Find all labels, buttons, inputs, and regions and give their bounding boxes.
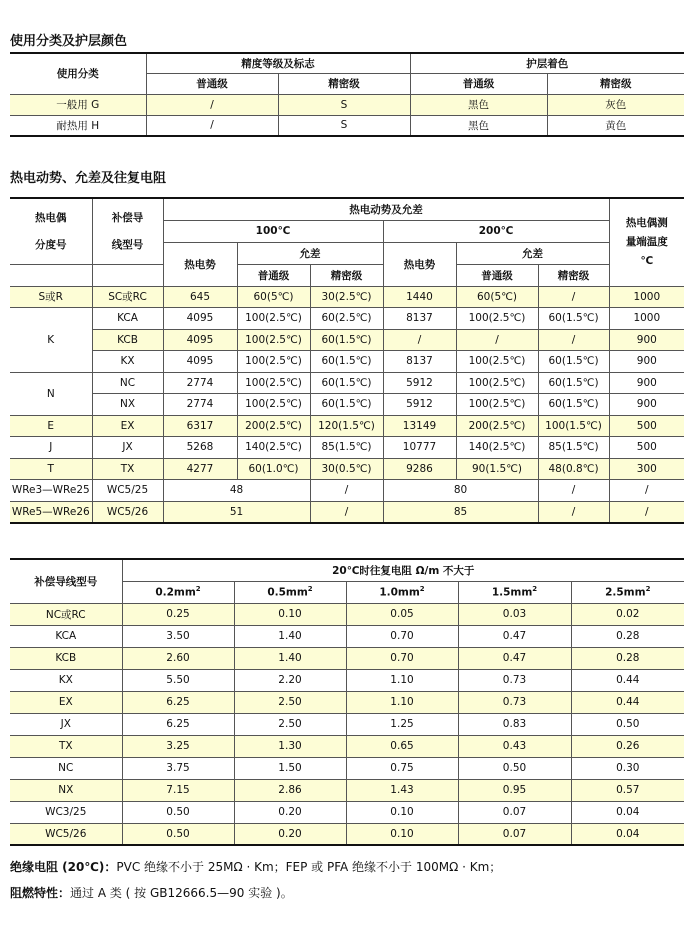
precise-100-cell: 60(1.5℃) <box>310 329 383 351</box>
header-thermo-type-cont <box>10 264 92 286</box>
resistance-cell: 7.15 <box>122 779 234 801</box>
resistance-cell: 2.86 <box>234 779 346 801</box>
resistance-cell: 0.43 <box>458 735 571 757</box>
table-row <box>10 625 684 647</box>
resistance-cell: 0.20 <box>234 801 346 823</box>
header-normal: 普通级 <box>456 264 538 286</box>
comp-type-cell: WC5/25 <box>92 480 163 502</box>
section-title-emf: 热电动势、允差及往复电阻 <box>10 171 167 186</box>
resistance-cell: 0.20 <box>234 823 346 845</box>
resistance-table <box>10 558 684 846</box>
resistance-cell: 1.40 <box>234 647 346 669</box>
table-row <box>10 115 684 136</box>
normal-200-cell: 60(5℃) <box>456 286 538 308</box>
emf-200-cell: 9286 <box>383 458 456 480</box>
measure-temp-cell: 900 <box>609 372 684 394</box>
normal-200-cell: 100(2.5℃) <box>456 394 538 416</box>
emf-200-cell: 5912 <box>383 372 456 394</box>
resistance-cell: 2.50 <box>234 713 346 735</box>
measure-temp-cell: / <box>609 501 684 523</box>
resistance-cell: 0.25 <box>122 603 234 625</box>
header-resistance: 20℃时往复电阻 Ω/m 不大于 <box>122 559 684 581</box>
resistance-cell: 0.83 <box>458 713 571 735</box>
resistance-cell: 0.02 <box>571 603 684 625</box>
resistance-cell: 5.50 <box>122 669 234 691</box>
emf-100-cell: 2774 <box>163 372 237 394</box>
table-row <box>10 647 684 669</box>
table-row <box>10 351 684 373</box>
emf-tolerance-table <box>10 197 684 524</box>
color-normal-cell: 黑色 <box>410 115 547 136</box>
thermo-type-cell: K <box>10 308 92 373</box>
comp-type-cell: NX <box>92 394 163 416</box>
resistance-cell: 0.73 <box>458 669 571 691</box>
header-size: $1.5mm^2$ <box>458 581 571 603</box>
thermo-type-cell: WRe5—WRe26 <box>10 501 92 523</box>
resistance-cell: 0.70 <box>346 647 458 669</box>
precise-100-cell: 60(1.5℃) <box>310 394 383 416</box>
emf-200-cell: 13149 <box>383 415 456 437</box>
table-row <box>10 735 684 757</box>
comp-type-cell: KX <box>10 669 122 691</box>
precise-200-cell: 60(1.5℃) <box>538 308 609 330</box>
comp-type-cell: KX <box>92 351 163 373</box>
header-precise: 精密级 <box>538 264 609 286</box>
resistance-cell: 0.50 <box>458 757 571 779</box>
resistance-cell: 6.25 <box>122 713 234 735</box>
table-row <box>10 394 684 416</box>
color-precise-cell: 黄色 <box>547 115 684 136</box>
precise-100-cell: 85(1.5℃) <box>310 437 383 459</box>
normal-200-cell: 100(2.5℃) <box>456 308 538 330</box>
precise-200-cell: / <box>538 480 609 502</box>
flame-note: 阻燃特性：通过 A 类 ( 按 GB12666.5—90 实验 )。 <box>10 886 293 900</box>
resistance-cell: 0.28 <box>571 625 684 647</box>
resistance-cell: 0.95 <box>458 779 571 801</box>
table-row <box>10 501 684 523</box>
precise-100-cell: / <box>310 501 383 523</box>
measure-temp-cell: 1000 <box>609 308 684 330</box>
thermo-type-cell: S或R <box>10 286 92 308</box>
emf-200-cell: 85 <box>383 501 538 523</box>
comp-type-cell: KCA <box>92 308 163 330</box>
section-title-usage: 使用分类及护层颜色 <box>10 34 128 49</box>
table-row <box>10 691 684 713</box>
resistance-cell: 0.70 <box>346 625 458 647</box>
comp-type-cell: KCA <box>10 625 122 647</box>
normal-100-cell: 100(2.5℃) <box>237 308 310 330</box>
category-cell: 耐热用 H <box>10 115 146 136</box>
measure-temp-cell: 900 <box>609 351 684 373</box>
resistance-cell: 0.10 <box>346 801 458 823</box>
comp-type-cell: JX <box>10 713 122 735</box>
comp-type-cell: WC5/26 <box>10 823 122 845</box>
precise-200-cell: / <box>538 286 609 308</box>
thermo-type-cell: T <box>10 458 92 480</box>
thermo-type-cell: N <box>10 372 92 415</box>
resistance-cell: 0.47 <box>458 625 571 647</box>
mark-precise-cell: S <box>278 94 410 115</box>
measure-temp-cell: 500 <box>609 415 684 437</box>
comp-type-cell: TX <box>92 458 163 480</box>
insulation-note: 绝缘电阻 (20℃)：PVC 绝缘不小于 25MΩ · Km；FEP 或 PFA 绝缘不小于 100MΩ · Km； <box>10 860 502 874</box>
normal-100-cell: 100(2.5℃) <box>237 351 310 373</box>
table-row <box>10 669 684 691</box>
normal-100-cell: 200(2.5℃) <box>237 415 310 437</box>
resistance-cell: 0.03 <box>458 603 571 625</box>
resistance-cell: 0.07 <box>458 823 571 845</box>
comp-type-cell: NC <box>10 757 122 779</box>
resistance-cell: 0.44 <box>571 669 684 691</box>
normal-200-cell: / <box>456 329 538 351</box>
header-sheath-color: 护层着色 <box>410 53 684 73</box>
emf-100-cell: 51 <box>163 501 310 523</box>
emf-100-cell: 2774 <box>163 394 237 416</box>
table-row <box>10 713 684 735</box>
comp-type-cell: KCB <box>92 329 163 351</box>
table-row <box>10 94 684 115</box>
resistance-cell: 0.04 <box>571 801 684 823</box>
header-thermo-type: 热电偶 分度号 <box>10 198 92 264</box>
resistance-cell: 1.10 <box>346 669 458 691</box>
comp-type-cell: NX <box>10 779 122 801</box>
precise-200-cell: / <box>538 501 609 523</box>
header-emf-tolerance: 热电动势及允差 <box>163 198 609 220</box>
resistance-cell: 1.40 <box>234 625 346 647</box>
header-tolerance: 允差 <box>456 242 609 264</box>
table-row <box>10 801 684 823</box>
resistance-cell: 1.25 <box>346 713 458 735</box>
emf-100-cell: 645 <box>163 286 237 308</box>
emf-100-cell: 48 <box>163 480 310 502</box>
measure-temp-cell: 900 <box>609 394 684 416</box>
resistance-cell: 2.20 <box>234 669 346 691</box>
emf-200-cell: 10777 <box>383 437 456 459</box>
header-tolerance: 允差 <box>237 242 383 264</box>
normal-100-cell: 60(5℃) <box>237 286 310 308</box>
header-emf: 热电势 <box>163 242 237 286</box>
normal-100-cell: 100(2.5℃) <box>237 394 310 416</box>
thermo-type-cell: E <box>10 415 92 437</box>
header-precise: 精密级 <box>310 264 383 286</box>
emf-200-cell: 8137 <box>383 351 456 373</box>
header-precise: 精密级 <box>547 73 684 94</box>
header-comp-type-cont <box>92 264 163 286</box>
comp-type-cell: KCB <box>10 647 122 669</box>
emf-100-cell: 4095 <box>163 351 237 373</box>
table-row <box>10 329 684 351</box>
header-emf: 热电势 <box>383 242 456 286</box>
emf-200-cell: 8137 <box>383 308 456 330</box>
header-normal: 普通级 <box>237 264 310 286</box>
normal-100-cell: 100(2.5℃) <box>237 372 310 394</box>
mark-normal-cell: / <box>146 115 278 136</box>
comp-type-cell: NC <box>92 372 163 394</box>
precise-100-cell: 60(2.5℃) <box>310 308 383 330</box>
header-precision-mark: 精度等级及标志 <box>146 53 410 73</box>
emf-100-cell: 6317 <box>163 415 237 437</box>
normal-200-cell: 140(2.5℃) <box>456 437 538 459</box>
normal-200-cell: 100(2.5℃) <box>456 372 538 394</box>
resistance-cell: 0.28 <box>571 647 684 669</box>
header-measure-temp: 热电偶测 量端温度 ℃ <box>609 198 684 286</box>
thermo-type-cell: J <box>10 437 92 459</box>
header-100c: 100℃ <box>163 220 383 242</box>
table-row <box>10 286 684 308</box>
color-normal-cell: 黑色 <box>410 94 547 115</box>
resistance-cell: 0.10 <box>234 603 346 625</box>
resistance-cell: 3.75 <box>122 757 234 779</box>
header-comp-type: 补偿导 线型号 <box>92 198 163 264</box>
header-precise: 精密级 <box>278 73 410 94</box>
usage-color-table <box>10 52 684 137</box>
precise-100-cell: 30(2.5℃) <box>310 286 383 308</box>
resistance-cell: 0.47 <box>458 647 571 669</box>
resistance-cell: 0.57 <box>571 779 684 801</box>
header-normal: 普通级 <box>410 73 547 94</box>
precise-200-cell: 100(1.5℃) <box>538 415 609 437</box>
table-row <box>10 415 684 437</box>
table-row <box>10 757 684 779</box>
mark-normal-cell: / <box>146 94 278 115</box>
table-row <box>10 603 684 625</box>
comp-type-cell: WC3/25 <box>10 801 122 823</box>
header-category: 使用分类 <box>10 53 146 94</box>
resistance-cell: 0.04 <box>571 823 684 845</box>
resistance-cell: 3.50 <box>122 625 234 647</box>
table-row <box>10 779 684 801</box>
emf-100-cell: 5268 <box>163 437 237 459</box>
comp-type-cell: EX <box>10 691 122 713</box>
emf-100-cell: 4095 <box>163 329 237 351</box>
table-row <box>10 480 684 502</box>
category-cell: 一般用 G <box>10 94 146 115</box>
precise-100-cell: 30(0.5℃) <box>310 458 383 480</box>
resistance-cell: 1.50 <box>234 757 346 779</box>
table-row <box>10 372 684 394</box>
table-row <box>10 458 684 480</box>
emf-100-cell: 4277 <box>163 458 237 480</box>
resistance-cell: 0.07 <box>458 801 571 823</box>
normal-200-cell: 100(2.5℃) <box>456 351 538 373</box>
comp-type-cell: JX <box>92 437 163 459</box>
resistance-cell: 0.50 <box>122 801 234 823</box>
header-size: $1.0mm^2$ <box>346 581 458 603</box>
resistance-cell: 0.30 <box>571 757 684 779</box>
resistance-cell: 2.50 <box>234 691 346 713</box>
precise-200-cell: 85(1.5℃) <box>538 437 609 459</box>
resistance-cell: 0.44 <box>571 691 684 713</box>
comp-type-cell: EX <box>92 415 163 437</box>
measure-temp-cell: 300 <box>609 458 684 480</box>
measure-temp-cell: 1000 <box>609 286 684 308</box>
resistance-cell: 0.50 <box>571 713 684 735</box>
resistance-cell: 3.25 <box>122 735 234 757</box>
resistance-cell: 0.26 <box>571 735 684 757</box>
precise-100-cell: 120(1.5℃) <box>310 415 383 437</box>
precise-200-cell: / <box>538 329 609 351</box>
resistance-cell: 0.65 <box>346 735 458 757</box>
header-200c: 200℃ <box>383 220 609 242</box>
precise-200-cell: 60(1.5℃) <box>538 351 609 373</box>
thermo-type-cell: WRe3—WRe25 <box>10 480 92 502</box>
normal-100-cell: 60(1.0℃) <box>237 458 310 480</box>
precise-100-cell: / <box>310 480 383 502</box>
table-row <box>10 437 684 459</box>
normal-100-cell: 100(2.5℃) <box>237 329 310 351</box>
normal-200-cell: 200(2.5℃) <box>456 415 538 437</box>
emf-100-cell: 4095 <box>163 308 237 330</box>
resistance-cell: 2.60 <box>122 647 234 669</box>
table-row <box>10 308 684 330</box>
emf-200-cell: 1440 <box>383 286 456 308</box>
header-size: $2.5mm^2$ <box>571 581 684 603</box>
emf-200-cell: / <box>383 329 456 351</box>
precise-200-cell: 60(1.5℃) <box>538 394 609 416</box>
normal-100-cell: 140(2.5℃) <box>237 437 310 459</box>
header-comp-type: 补偿导线型号 <box>10 559 122 603</box>
resistance-cell: 6.25 <box>122 691 234 713</box>
resistance-cell: 0.73 <box>458 691 571 713</box>
mark-precise-cell: S <box>278 115 410 136</box>
normal-200-cell: 90(1.5℃) <box>456 458 538 480</box>
comp-type-cell: SC或RC <box>92 286 163 308</box>
comp-type-cell: NC或RC <box>10 603 122 625</box>
precise-100-cell: 60(1.5℃) <box>310 372 383 394</box>
resistance-cell: 1.10 <box>346 691 458 713</box>
measure-temp-cell: / <box>609 480 684 502</box>
precise-200-cell: 60(1.5℃) <box>538 372 609 394</box>
precise-100-cell: 60(1.5℃) <box>310 351 383 373</box>
table-row <box>10 823 684 845</box>
emf-200-cell: 5912 <box>383 394 456 416</box>
measure-temp-cell: 500 <box>609 437 684 459</box>
resistance-cell: 1.30 <box>234 735 346 757</box>
color-precise-cell: 灰色 <box>547 94 684 115</box>
comp-type-cell: TX <box>10 735 122 757</box>
comp-type-cell: WC5/26 <box>92 501 163 523</box>
resistance-cell: 0.75 <box>346 757 458 779</box>
header-normal: 普通级 <box>146 73 278 94</box>
resistance-cell: 0.10 <box>346 823 458 845</box>
precise-200-cell: 48(0.8℃) <box>538 458 609 480</box>
resistance-cell: 1.43 <box>346 779 458 801</box>
header-size: $0.2mm^2$ <box>122 581 234 603</box>
measure-temp-cell: 900 <box>609 329 684 351</box>
emf-200-cell: 80 <box>383 480 538 502</box>
resistance-cell: 0.05 <box>346 603 458 625</box>
resistance-cell: 0.50 <box>122 823 234 845</box>
header-size: $0.5mm^2$ <box>234 581 346 603</box>
